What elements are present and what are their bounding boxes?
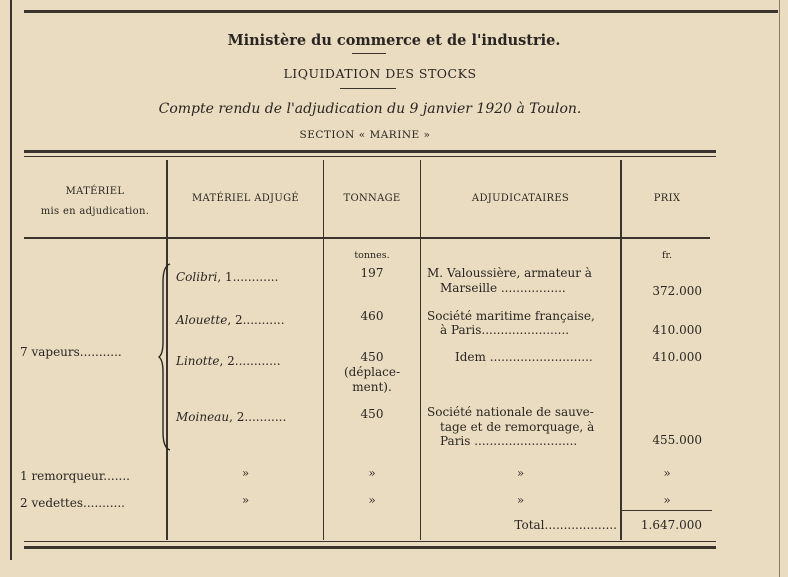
right-border bbox=[779, 0, 780, 577]
header-tonnage: TONNAGE bbox=[343, 193, 401, 204]
ship-count: , 2........... bbox=[227, 313, 285, 327]
header-materiel-line1: MATÉRIEL bbox=[65, 186, 125, 197]
left-border bbox=[10, 0, 12, 560]
header-materiel-adjuge: MATÉRIEL ADJUGÉ bbox=[192, 193, 299, 204]
total-value: 1.647.000 bbox=[640, 518, 702, 532]
group-vapeurs: 7 vapeurs........... bbox=[20, 345, 122, 359]
header-prix: PRIX bbox=[653, 193, 681, 204]
ditto-mark: » bbox=[663, 466, 671, 480]
liquidation-subtitle: LIQUIDATION DES STOCKS bbox=[283, 66, 477, 81]
ministry-title: Ministère du commerce et de l'industrie. bbox=[227, 32, 561, 49]
table-row bbox=[176, 354, 281, 368]
price-value: 372.000 bbox=[652, 284, 702, 298]
ditto-mark: » bbox=[663, 493, 671, 507]
group-vedettes: 2 vedettes........... bbox=[20, 496, 125, 510]
unit-prix: fr. bbox=[661, 250, 673, 261]
ditto-mark: » bbox=[241, 493, 250, 507]
tonnage-value: 450 bbox=[360, 350, 384, 364]
buyer-line: Société nationale de sauve- bbox=[427, 405, 594, 419]
price-value: 455.000 bbox=[652, 433, 702, 447]
buyer-line: Marseille ................. bbox=[440, 281, 566, 295]
total-rule bbox=[622, 510, 712, 511]
price-value: 410.000 bbox=[652, 323, 702, 337]
total-label: Total................... bbox=[514, 518, 617, 532]
top-rule bbox=[24, 10, 778, 13]
ship-name: Linotte bbox=[176, 354, 220, 368]
col-sep-3 bbox=[420, 160, 421, 540]
buyer-line: M. Valoussière, armateur à bbox=[427, 266, 592, 280]
table-bottom-rule-thin bbox=[24, 541, 716, 542]
table-top-rule bbox=[24, 150, 716, 153]
ship-name: Moineau bbox=[176, 410, 230, 424]
ditto-mark: » bbox=[368, 493, 376, 507]
ditto-mark: » bbox=[368, 466, 376, 480]
header-adjudicataires: ADJUDICATAIRES bbox=[471, 193, 570, 204]
ditto-mark: » bbox=[516, 466, 525, 480]
tonnage-value: 450 bbox=[360, 407, 384, 421]
title-underline bbox=[352, 53, 386, 54]
price-value: 410.000 bbox=[652, 350, 702, 364]
table-row bbox=[176, 410, 286, 424]
buyer-line: tage et de remorquage, à bbox=[440, 420, 595, 434]
ship-name: Alouette bbox=[176, 313, 228, 327]
table-top-rule-thin bbox=[24, 156, 716, 157]
ship-count: , 2........... bbox=[229, 410, 287, 424]
tonnage-note: ment). bbox=[352, 380, 392, 394]
buyer-line: Idem ........................... bbox=[455, 350, 593, 364]
ship-count: , 2............ bbox=[219, 354, 281, 368]
brace-icon bbox=[158, 262, 172, 452]
ditto-mark: » bbox=[516, 493, 525, 507]
buyer-line: Société maritime française, bbox=[427, 309, 595, 323]
subtitle-underline bbox=[340, 88, 396, 89]
ship-count: , 1............ bbox=[217, 270, 279, 284]
ditto-mark: » bbox=[241, 466, 250, 480]
ship-name: Colibri bbox=[176, 270, 218, 284]
header-materiel-line2: mis en adjudication. bbox=[40, 206, 150, 217]
buyer-line: Paris ........................... bbox=[440, 434, 578, 448]
tonnage-note: (déplace- bbox=[343, 365, 400, 379]
tonnage-value: 460 bbox=[360, 309, 384, 323]
tonnage-value: 197 bbox=[360, 266, 384, 280]
buyer-line: à Paris....................... bbox=[440, 323, 570, 337]
table-row bbox=[176, 313, 285, 327]
section-label: SECTION « MARINE » bbox=[299, 129, 431, 141]
header-bottom-rule bbox=[24, 237, 710, 239]
table-row bbox=[176, 270, 278, 284]
unit-tonnage: tonnes. bbox=[354, 250, 390, 261]
report-title: Compte rendu de l'adjudication du 9 janvier 1920 à Toulon. bbox=[158, 101, 582, 117]
group-remorqueur: 1 remorqueur....... bbox=[20, 469, 130, 483]
table-bottom-rule bbox=[24, 546, 716, 549]
